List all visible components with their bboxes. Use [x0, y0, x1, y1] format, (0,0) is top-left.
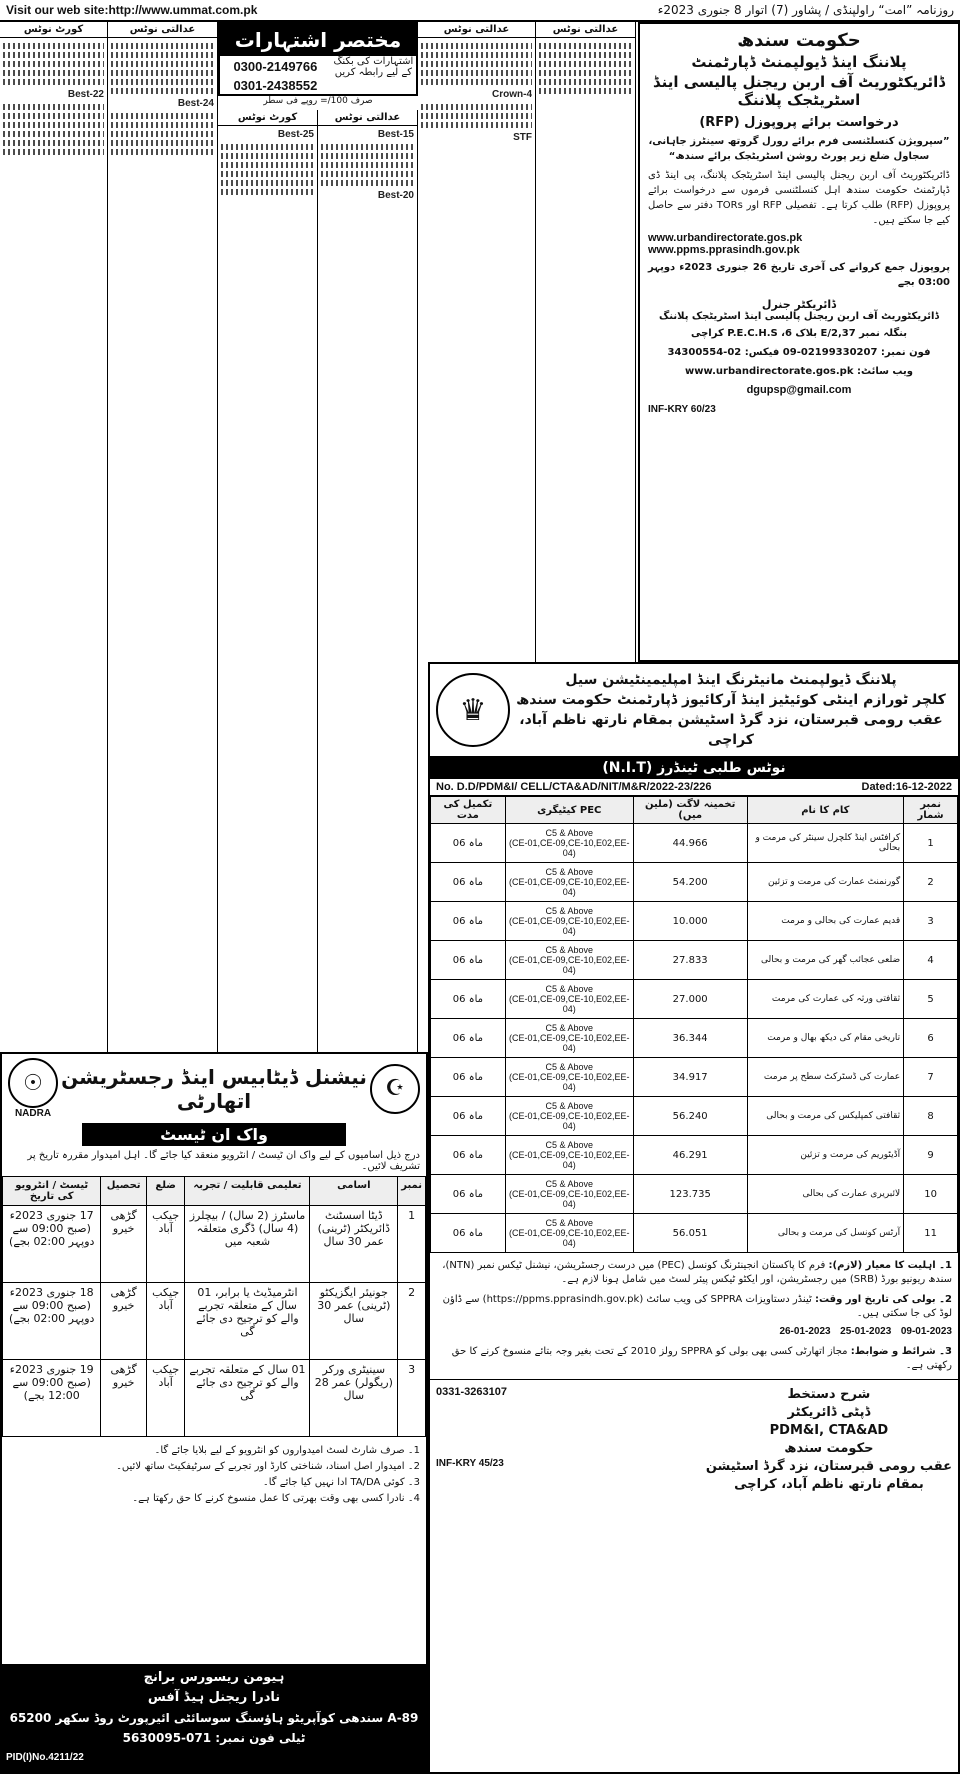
table-row — [431, 941, 958, 980]
court-notice-text: Best-24 — [108, 38, 217, 160]
cell-period: 06 ماہ — [431, 863, 506, 902]
nit-header — [430, 664, 958, 757]
category-class: C5 & Above — [545, 1218, 594, 1228]
cell-no: 11 — [904, 1214, 958, 1253]
column-heading: عدالتی نوٹس — [108, 22, 217, 38]
cell-category — [505, 1019, 633, 1058]
cell-no: 3 — [904, 902, 958, 941]
masthead — [0, 0, 960, 20]
table-row — [431, 824, 958, 863]
nit-signatory: شرح دستخط ڈپٹی ڈائریکٹر PDM&I, CTA&AD حکومت سندھ عقب رومی قبرستان، نزد گرڈ اسٹیشن بمقام نارتھ ناظم آباد، کراچی — [705, 1387, 952, 1492]
court-notice-column-2 — [108, 22, 218, 1052]
category-codes: (CE-01,CE-09,CE-10,E02,EE-04) — [509, 1072, 630, 1092]
category-codes: (CE-01,CE-09,CE-10,E02,EE-04) — [509, 916, 630, 936]
table-header-row: تکمیل کی مدت PEC کیٹیگری تخمینہ لاگت (ملین میں) کام کا نام نمبر شمار — [431, 797, 958, 824]
court-notice-text: Best-25 — [218, 126, 317, 200]
rfp-signatory-2: ڈائریکٹوریٹ آف اربن ریجنل پالیسی اینڈ اسٹریٹجک پلاننگ — [659, 311, 939, 322]
nit-reference-row — [430, 779, 958, 796]
cell-cost: 44.966 — [633, 824, 747, 863]
category-class: C5 & Above — [545, 1179, 594, 1189]
cell-category — [505, 1097, 633, 1136]
category-class: C5 & Above — [545, 945, 594, 955]
category-class: C5 & Above — [545, 906, 594, 916]
cell-post: جونیئر ایگزیکٹو (ٹرینی) عمر 30 سال — [310, 1283, 398, 1360]
cell-no: 8 — [904, 1097, 958, 1136]
nadra-logo-text: NADRA — [14, 1108, 52, 1119]
nit-header-line-3: عقب رومی قبرستان، نزد گرڈ اسٹیشن بمقام نارتھ ناظم آباد، کراچی — [519, 712, 943, 748]
category-codes: (CE-01,CE-09,CE-10,E02,EE-04) — [509, 1228, 630, 1248]
table-row — [431, 1019, 958, 1058]
nit-notice-badge: نوٹس طلبی ٹینڈرز (N.I.T) — [430, 757, 958, 779]
cell-period: 06 ماہ — [431, 1097, 506, 1136]
nadra-notes: 1۔ صرف شارٹ لسٹ امیدواروں کو انٹرویو کے لیے بلایا جائے گا۔ 2۔ امیدوار اصل اسناد، شناختی کارڈ اور تجربے کے سرٹیفکیٹ ساتھ لائیں۔ 3۔ کوئی TA/DA ادا نہیں کیا جائے گا۔ 4۔ نادرا کسی بھی وقت بھرتی کا عمل منسوخ کرنے کا حق رکھتا ہے۔ — [116, 1445, 420, 1504]
rfp-body: ڈائریکٹوریٹ آف اربن ریجنل پالیسی اینڈ اسٹریٹجک پلاننگ، پی اینڈ ڈی ڈپارٹمنٹ حکومت سندھ اہل کنسلٹنسی فرموں سے درخواست برائے پروپوزل (RFP) طلب کرتا ہے۔ تفصیلی RFP اور TORs دفتر سے حاصل کیے جا سکتے ہیں۔ — [648, 170, 951, 226]
terms-text: مجاز اتھارٹی کسی بھی بولی کو SPPRA رولز 2010 کے تحت بغیر وجہ بتائے منسوخ کرنے کا حق رکھتی ہے۔ — [451, 1346, 952, 1371]
classified-phone-2: 0301-2438552 — [233, 78, 318, 93]
table-row — [431, 1136, 958, 1175]
nit-ref-date: Dated:16-12-2022 — [861, 781, 952, 793]
cell-date: 18 جنوری 2023ء (صبح 09:00 سے دوپہر 02:00 بجے) — [3, 1283, 101, 1360]
cell-name: لائبریری عمارت کی بحالی — [747, 1175, 904, 1214]
table-row — [431, 1214, 958, 1253]
cell-name: عمارت کی ڈسٹرکٹ سطح پر مرمت — [747, 1058, 904, 1097]
dateline: روزنامہ ”امت“ راولپنڈی / پشاور (7) اتوار 8 جنوری 2023ء — [657, 3, 954, 17]
cell-no: 3 — [398, 1360, 426, 1437]
cell-cost: 27.833 — [633, 941, 747, 980]
nit-ref-no: No. D.D/PDM&I/ CELL/CTA&AD/NIT/M&R/2022-23/226 — [436, 781, 712, 793]
category-class: C5 & Above — [545, 1101, 594, 1111]
cell-period: 06 ماہ — [431, 824, 506, 863]
rfp-link-1[interactable]: www.urbandirectorate.gos.pk — [648, 232, 803, 244]
cell-no: 2 — [904, 863, 958, 902]
cell-qual: انٹرمیڈیٹ یا برابر، 01 سال کے متعلقہ تجربے والے کو ترجیح دی جائے گی — [185, 1283, 310, 1360]
table-row — [431, 863, 958, 902]
category-codes: (CE-01,CE-09,CE-10,E02,EE-04) — [509, 955, 630, 975]
cell-name: کرافٹس اینڈ کلچرل سینٹر کی مرمت و بحالی — [747, 824, 904, 863]
table-row — [3, 1283, 426, 1360]
table-row — [3, 1360, 426, 1437]
court-notice-text: Best-22 — [0, 38, 107, 160]
cell-tehsil: گڑھی خیرو — [101, 1206, 146, 1283]
nadra-header — [2, 1054, 426, 1123]
rfp-inf-ref: INF-KRY 60/23 — [648, 404, 716, 415]
nadra-walkin-badge: واک ان ٹیسٹ — [82, 1123, 346, 1146]
cell-post: سینیٹری ورکر (ریگولر) عمر 28 سال — [310, 1360, 398, 1437]
classified-title: مختصر اشتہارات — [220, 24, 416, 56]
rfp-advertisement — [638, 22, 960, 662]
court-notice-column-6 — [536, 22, 636, 662]
rfp-org-line-1: حکومت سندھ — [737, 30, 861, 51]
cell-post: ڈیٹا اسسٹنٹ ڈائریکٹر (ٹرینی) عمر 30 سال — [310, 1206, 398, 1283]
table-row — [3, 1206, 426, 1283]
cell-no: 1 — [398, 1206, 426, 1283]
cell-category — [505, 1136, 633, 1175]
cell-category — [505, 902, 633, 941]
category-codes: (CE-01,CE-09,CE-10,E02,EE-04) — [509, 838, 630, 858]
court-notice-column-1 — [0, 22, 108, 1052]
cell-cost: 56.240 — [633, 1097, 747, 1136]
nit-advertisement — [428, 662, 960, 1774]
nadra-jobs-table — [2, 1176, 426, 1437]
court-notice-text: Crown-4 STF — [418, 38, 535, 146]
nadra-footer-line-2: نادرا ریجنل ہیڈ آفس — [147, 1690, 281, 1705]
cell-category — [505, 824, 633, 863]
nadra-intro: درج ذیل اسامیوں کے لیے واک ان ٹیسٹ / انٹرویو منعقد کیا جائے گا۔ اہل امیدوار مقررہ تاریخ پر تشریف لائیں۔ — [27, 1150, 420, 1172]
cell-no: 9 — [904, 1136, 958, 1175]
cell-cost: 123.735 — [633, 1175, 747, 1214]
column-heading: عدالتی نوٹس — [418, 22, 535, 38]
table-row — [431, 902, 958, 941]
cell-tehsil: گڑھی خیرو — [101, 1360, 146, 1437]
nadra-logo-icon: ☉ — [8, 1058, 58, 1108]
column-heading: عدالتی نوٹس — [536, 22, 635, 38]
category-codes: (CE-01,CE-09,CE-10,E02,EE-04) — [509, 877, 630, 897]
nit-works-body — [431, 824, 958, 1253]
nadra-pid: PID(I)No.4211/22 — [6, 1752, 84, 1763]
cell-date: 19 جنوری 2023ء (صبح 09:00 سے 12:00 بجے) — [3, 1360, 101, 1437]
nadra-jobs-body — [3, 1206, 426, 1437]
table-row — [431, 1097, 958, 1136]
cell-district: جیکب آباد — [146, 1360, 185, 1437]
column-heading: کورٹ نوٹس — [218, 110, 317, 126]
cell-category — [505, 980, 633, 1019]
terms-label: 3۔ شرائط و ضوابط: — [850, 1346, 952, 1357]
cell-district: جیکب آباد — [146, 1206, 185, 1283]
cell-cost: 27.000 — [633, 980, 747, 1019]
category-class: C5 & Above — [545, 867, 594, 877]
nit-inf-ref: INF-KRY 45/23 — [436, 1458, 504, 1469]
category-class: C5 & Above — [545, 828, 594, 838]
schedule-date-2: 25-01-2023 — [840, 1326, 892, 1337]
rfp-web[interactable]: ویب سائٹ: www.urbandirectorate.gos.pk — [685, 366, 913, 377]
cell-no: 4 — [904, 941, 958, 980]
eligibility-label: 1۔ اہلیت کا معیار (لازم): — [828, 1260, 952, 1271]
cell-cost: 46.291 — [633, 1136, 747, 1175]
cell-category — [505, 863, 633, 902]
schedule-label: 2۔ بولی کی تاریخ اور وقت: — [814, 1294, 952, 1305]
nit-footer — [430, 1379, 958, 1500]
nit-header-line-2: کلچر ٹورازم اینٹی کوئیٹیز اینڈ آرکائیوز ڈپارٹمنٹ حکومت سندھ — [516, 692, 946, 708]
classified-booking-label: اشتہارات کی بکنگ کے لیے رابطہ کریں — [333, 56, 414, 78]
cell-no: 5 — [904, 980, 958, 1019]
table-row — [431, 1058, 958, 1097]
rfp-link-2[interactable]: www.ppms.pprasindh.gov.pk — [648, 244, 800, 256]
court-notice-column-5 — [418, 22, 536, 662]
cell-no: 7 — [904, 1058, 958, 1097]
cell-category — [505, 1058, 633, 1097]
court-notice-column-4 — [318, 110, 418, 1052]
cell-name: گورنمنٹ عمارت کی مرمت و تزئین — [747, 863, 904, 902]
column-heading: کورٹ نوٹس — [0, 22, 107, 38]
table-header-row: نمبر اسامی تعلیمی قابلیت / تجربہ ضلع تحصیل ٹیسٹ / انٹرویو کی تاریخ — [3, 1177, 426, 1206]
cell-name: آرٹس کونسل کی مرمت و بحالی — [747, 1214, 904, 1253]
cell-category — [505, 941, 633, 980]
cell-cost: 10.000 — [633, 902, 747, 941]
schedule-date-3: 26-01-2023 — [779, 1326, 831, 1337]
cell-period: 06 ماہ — [431, 980, 506, 1019]
cell-name: ضلعی عجائب گھر کی مرمت و بحالی — [747, 941, 904, 980]
cell-cost: 54.200 — [633, 863, 747, 902]
rfp-title: درخواست برائے پروپوزل (RFP) — [699, 115, 899, 130]
court-notice-text: Best-15 Best-20 — [318, 126, 417, 204]
category-codes: (CE-01,CE-09,CE-10,E02,EE-04) — [509, 1111, 630, 1131]
cell-period: 06 ماہ — [431, 1019, 506, 1058]
cell-no: 1 — [904, 824, 958, 863]
category-class: C5 & Above — [545, 984, 594, 994]
rfp-email[interactable]: dgupsp@gmail.com — [746, 384, 852, 396]
nit-header-line-1: پلاننگ ڈیولپمنٹ مانیٹرنگ اینڈ امپلیمینٹیشن سیل — [565, 672, 897, 688]
table-row — [431, 1175, 958, 1214]
category-codes: (CE-01,CE-09,CE-10,E02,EE-04) — [509, 1150, 630, 1170]
rfp-subtitle: ”سپرویژن کنسلٹنسی فرم برائے رورل گروتھ سینٹرز جاہانی، سجاول ضلع زیر پورٹ روشن اسٹریٹجک برائے سندھ“ — [648, 136, 950, 162]
column-heading: عدالتی نوٹس — [318, 110, 417, 126]
website-label: Visit our web site:http://www.ummat.com.pk — [6, 3, 258, 17]
cell-district: جیکب آباد — [146, 1283, 185, 1360]
rfp-address: بنگلہ نمبر E/2,37 بلاک 6، P.E.C.H.S کراچی — [690, 328, 907, 339]
rfp-org-line-2: پلاننگ اینڈ ڈیولپمنٹ ڈپارٹمنٹ — [691, 53, 907, 71]
nit-contact: 0331-3263107 — [436, 1386, 507, 1398]
cell-cost: 36.344 — [633, 1019, 747, 1058]
cell-name: قدیم عمارت کی بحالی و مرمت — [747, 902, 904, 941]
cell-qual: ماسٹرز (2 سال) / بیچلرز (4 سال) ڈگری متعلقہ شعبہ میں — [185, 1206, 310, 1283]
cell-period: 06 ماہ — [431, 1136, 506, 1175]
cell-qual: 01 سال کے متعلقہ تجربے والے کو ترجیح دی جائے گی — [185, 1360, 310, 1437]
classified-phone-1: 0300-2149766 — [233, 59, 318, 74]
court-notice-column-3 — [218, 110, 318, 1052]
nadra-advertisement — [0, 1052, 428, 1774]
cell-name: تاریخی مقام کی دیکھ بھال و مرمت — [747, 1019, 904, 1058]
cell-no: 10 — [904, 1175, 958, 1214]
schedule-text: ٹینڈر دستاویزات SPPRA کی ویب سائٹ (https://ppms.pprasindh.gov.pk) سے ڈاؤن لوڈ کی جا سکتی ہیں۔ — [442, 1294, 952, 1319]
category-class: C5 & Above — [545, 1023, 594, 1033]
cell-period: 06 ماہ — [431, 902, 506, 941]
rfp-deadline: پروپوزل جمع کروانے کی آخری تاریخ 26 جنوری 2023ء دوپہر 03:00 بجے — [648, 262, 950, 288]
table-row — [431, 980, 958, 1019]
cell-period: 06 ماہ — [431, 1175, 506, 1214]
classified-ads-box — [218, 22, 418, 96]
category-class: C5 & Above — [545, 1062, 594, 1072]
category-class: C5 & Above — [545, 1140, 594, 1150]
cell-category — [505, 1214, 633, 1253]
pakistan-emblem-icon: ☪ — [370, 1064, 420, 1114]
cell-period: 06 ماہ — [431, 1058, 506, 1097]
nit-works-table — [430, 796, 958, 1253]
cell-category — [505, 1175, 633, 1214]
court-notice-text — [536, 38, 635, 99]
category-codes: (CE-01,CE-09,CE-10,E02,EE-04) — [509, 1189, 630, 1209]
cell-no: 2 — [398, 1283, 426, 1360]
cell-period: 06 ماہ — [431, 941, 506, 980]
cell-date: 17 جنوری 2023ء (صبح 09:00 سے دوپہر 02:00 بجے) — [3, 1206, 101, 1283]
cell-tehsil: گڑھی خیرو — [101, 1283, 146, 1360]
cell-period: 06 ماہ — [431, 1214, 506, 1253]
cell-name: ثقافتی ورثہ کی عمارت کی مرمت — [747, 980, 904, 1019]
rfp-org-line-3: ڈائریکٹوریٹ آف اربن ریجنل پالیسی اینڈ اسٹریٹجک پلاننگ — [652, 73, 945, 109]
cell-no: 6 — [904, 1019, 958, 1058]
cell-cost: 56.051 — [633, 1214, 747, 1253]
schedule-date-1: 09-01-2023 — [900, 1326, 952, 1337]
cell-cost: 34.917 — [633, 1058, 747, 1097]
category-codes: (CE-01,CE-09,CE-10,E02,EE-04) — [509, 994, 630, 1014]
nadra-footer-address: A-89 سندھی کوآپریٹو ہاؤسنگ سوسائٹی ائیرپورٹ روڈ سکھر 65200 — [9, 1711, 419, 1725]
cell-name: ثقافتی کمپلیکس کی مرمت و بحالی — [747, 1097, 904, 1136]
nadra-footer-phone: ٹیلی فون نمبر: 071-5630095 — [122, 1731, 306, 1745]
nit-notes — [430, 1253, 958, 1379]
rfp-phone: فون نمبر: 02199330207-09 فیکس: 02-34300554 — [667, 347, 931, 358]
rfp-signatory-1: ڈائریکٹر جنرل — [761, 298, 837, 311]
sindh-government-emblem-icon: ♛ — [436, 673, 510, 747]
nadra-title: نیشنل ڈیٹابیس اینڈ رجسٹریشن اتھارٹی — [61, 1064, 367, 1113]
nadra-footer — [2, 1664, 426, 1772]
cell-name: آڈیٹوریم کی مرمت و تزئین — [747, 1136, 904, 1175]
nadra-footer-line-1: ہیومن ریسورس برانچ — [143, 1670, 285, 1685]
classified-rate: صرف 100/= روپے فی سطر — [263, 96, 373, 106]
eligibility-text: فرم کا پاکستان انجینئرنگ کونسل (PEC) میں درست رجسٹریشن، نیشنل ٹیکس نمبر (NTN)، سندھ ریونیو بورڈ (SRB) میں رجسٹریشن، اور ایکٹو ٹیکس پیئر لسٹ میں شامل ہونا لازم ہے۔ — [442, 1260, 952, 1285]
category-codes: (CE-01,CE-09,CE-10,E02,EE-04) — [509, 1033, 630, 1053]
